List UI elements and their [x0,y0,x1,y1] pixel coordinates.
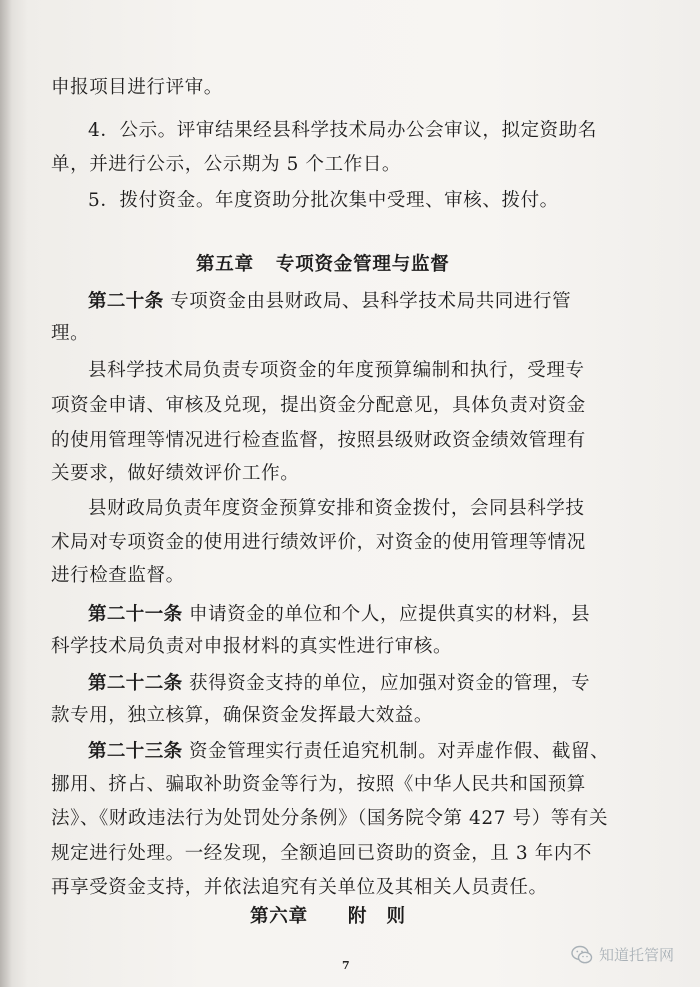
chapter-title: 专项资金管理与监督 [275,254,450,275]
text-line: 规定进行处理。一经发现，全额追回已资助的资金，且 3 年内不 [51,843,593,864]
article-text: 申请资金的单位和个人，应提供真实的材料，县 [189,604,591,625]
article-label: 第二十一条 [88,604,183,625]
article-label: 第二十三条 [88,741,183,762]
text-line: 4．公示。评审结果经县科学技术局办公会审议，拟定资助名 [88,120,597,141]
text-line: 县科学技术局负责专项资金的年度预算编制和执行，受理专 [88,360,585,381]
text-line: 款专用，独立核算，确保资金发挥最大效益。 [51,705,434,726]
chapter-number: 第六章 [250,906,308,927]
article-text: 资金管理实行责任追究机制。对弄虚作假、截留、 [189,741,610,762]
watermark [571,944,674,965]
article-text: 专项资金由县财政局、县科学技术局共同进行管 [170,291,572,312]
page-edge-shadow [0,0,12,987]
text-line: 法》、《财政违法行为处罚处分条例》（国务院令第 427 号）等有关 [51,808,609,829]
article-text: 获得资金支持的单位，应加强对资金的管理，专 [189,673,591,694]
text-line: 关要求，做好绩效评价工作。 [51,463,300,484]
watermark-text: 知道托管网 [599,946,675,964]
text-line: 进行检查监督。 [51,565,185,586]
article-label: 第二十条 [88,291,164,312]
text-line: 单，并进行公示，公示期为 5 个工作日。 [51,154,402,175]
text-line: 项资金申请、审核及兑现，提出资金分配意见，具体负责对资金 [51,395,586,416]
text-line: 再享受资金支持，并依法追究有关单位及其相关人员责任。 [51,877,548,898]
article-21 [88,603,590,627]
text-line: 挪用、挤占、骗取补助资金等行为，按照《中华人民共和国预算 [51,774,586,795]
chapter-5-heading [196,253,450,277]
chapter-6-heading [250,905,406,929]
text-line: 的使用管理等情况进行检查监督，按照县级财政资金绩效管理有 [51,430,586,451]
article-23 [88,740,609,764]
chapter-number: 第五章 [196,254,254,275]
article-20 [88,290,571,314]
text-line: 术局对专项资金的使用进行绩效评价，对资金的使用管理等情况 [51,532,586,553]
text-line: 理。 [51,323,90,344]
article-label: 第二十二条 [88,673,183,694]
text-line: 5．拨付资金。年度资助分批次集中受理、审核、拨付。 [88,190,559,211]
wechat-logo-icon [571,945,593,965]
text-line: 申报项目进行评审。 [51,77,223,98]
text-line: 县财政局负责年度资金预算安排和资金拨付，会同县科学技 [88,498,585,519]
chapter-title: 附 则 [347,906,406,927]
text-line: 科学技术局负责对申报材料的真实性进行审核。 [51,636,453,657]
page-number: 7 [342,959,350,972]
article-22 [88,672,590,696]
